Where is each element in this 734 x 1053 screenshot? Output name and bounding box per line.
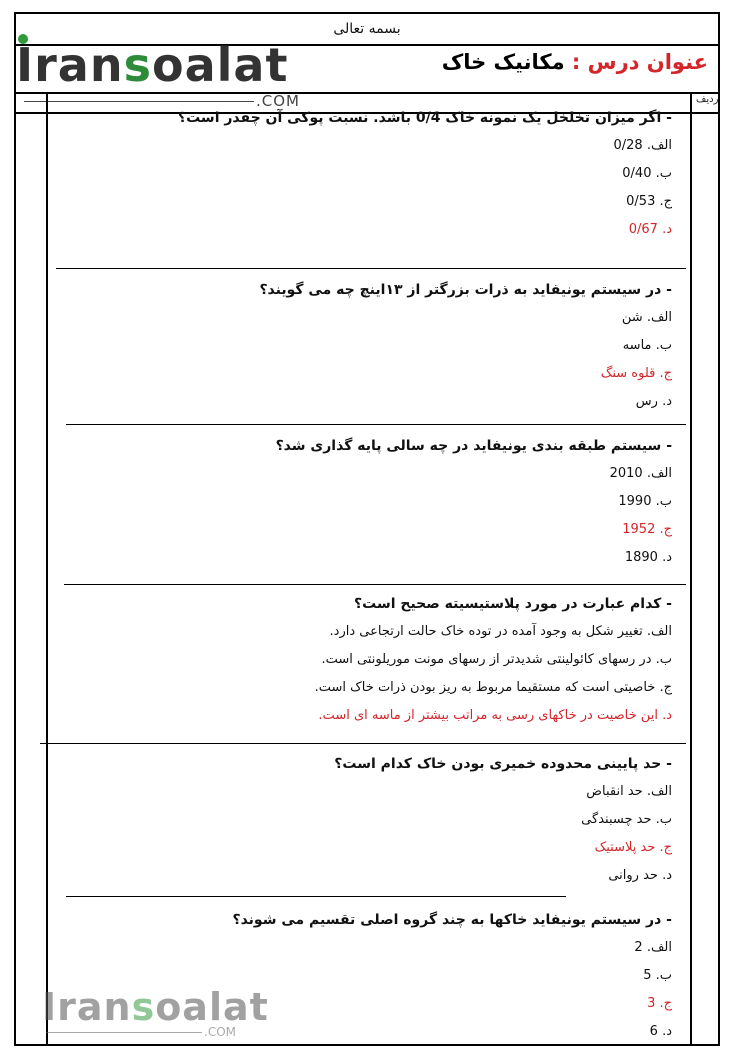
option-correct: د. 0/67	[628, 222, 672, 237]
logo-com: .COM	[256, 92, 300, 110]
watermark-underline	[46, 1032, 202, 1033]
basmala-text: بسمه تعالی	[333, 21, 401, 37]
option: ج. خاصیتی است که مستقیما مربوط به ریز بودن ذرات خاک است.	[314, 680, 672, 695]
question-divider	[40, 743, 686, 744]
question-5	[36, 756, 672, 890]
option: ب. ماسه	[622, 338, 672, 353]
option: ب. 0/40	[622, 166, 672, 181]
option: د. 6	[649, 1024, 672, 1039]
option: ب. 5	[643, 968, 672, 983]
option-correct: ج. حد پلاستیک	[594, 840, 672, 855]
option-correct: ج. قلوه سنگ	[600, 366, 672, 381]
iransoalat-logo	[16, 38, 306, 110]
question-stem: - در سیستم یونیفاید به ذرات بزرگتر از ۱۳اینچ چه می گویند؟	[259, 282, 672, 298]
option: الف. تغییر شکل به وجود آمده در توده خاک حالت ارتجاعی دارد.	[329, 624, 672, 639]
option: د. 1890	[624, 550, 672, 565]
logo-wordmark: Iransoalat	[16, 38, 289, 92]
question-1	[36, 110, 672, 244]
subject-title	[442, 50, 708, 74]
option: الف. شن	[621, 310, 672, 325]
question-stem: - حد پایینی محدوده خمیری بودن خاک کدام است؟	[334, 756, 672, 772]
subject-value: مکانیک خاک	[441, 50, 565, 74]
row-number-column	[690, 92, 692, 1046]
iransoalat-watermark	[32, 985, 269, 1045]
question-divider	[56, 268, 686, 269]
question-3	[36, 438, 672, 572]
row-number-label: ردیف	[696, 94, 719, 105]
question-divider	[66, 424, 686, 425]
question-stem: - سیستم طبقه بندی یونیفاید در چه سالی پایه گذاری شد؟	[275, 438, 672, 454]
question-stem: - کدام عبارت در مورد پلاستیسیته صحیح است؟	[354, 596, 672, 612]
option-correct: ج. 3	[647, 996, 672, 1011]
question-stem: - اگر میزان تخلخل یک نمونه خاک 0/4 باشد. نسبت پوکی آن چقدر است؟	[177, 110, 672, 126]
option-correct: ج. 1952	[622, 522, 672, 537]
option: ج. 0/53	[626, 194, 672, 209]
question-2	[36, 282, 672, 416]
option: ب. حد چسبندگی	[581, 812, 672, 827]
option: الف. حد انقباض	[586, 784, 672, 799]
option-correct: د. این خاصیت در خاکهای رسی به مراتب بیشتر از ماسه ای است.	[318, 708, 672, 723]
option: الف. 2010	[609, 466, 672, 481]
option: ب. در رسهای کائولینتی شدیدتر از رسهای مونت موریلونتی است.	[321, 652, 672, 667]
question-divider	[64, 584, 686, 585]
subject-label: عنوان درس :	[571, 50, 708, 74]
watermark-wordmark: Iransoalat	[42, 985, 269, 1029]
question-4	[36, 596, 672, 730]
option: د. حد روانی	[608, 868, 672, 883]
question-stem: - در سیستم یونیفاید خاکها به چند گروه اصلی تقسیم می شوند؟	[232, 912, 672, 928]
option: ب. 1990	[618, 494, 672, 509]
watermark-com: .COM	[204, 1025, 236, 1039]
option: الف. 0/28	[613, 138, 672, 153]
option: د. رس	[635, 394, 672, 409]
option: الف. 2	[634, 940, 672, 955]
question-divider	[66, 896, 566, 897]
